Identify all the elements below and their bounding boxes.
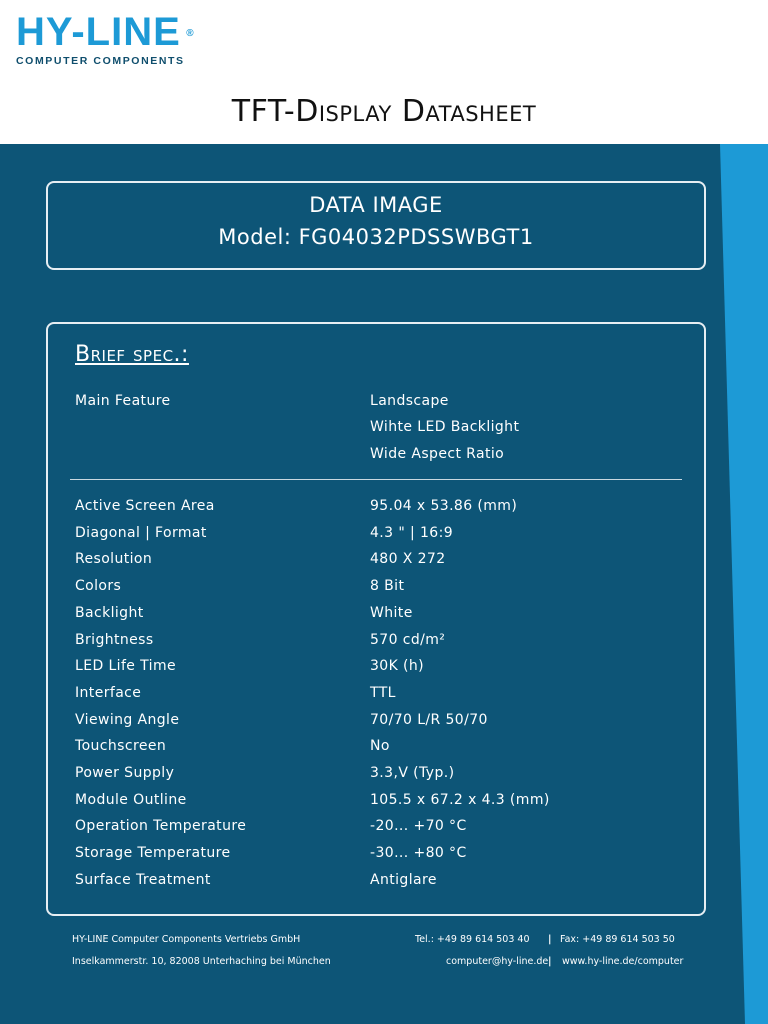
spec-value: No xyxy=(370,738,390,755)
spec-row xyxy=(75,525,695,545)
spec-label: Operation Temperature xyxy=(75,818,247,835)
spec-value: 8 Bit xyxy=(370,578,405,595)
spec-value: White xyxy=(370,604,413,621)
spec-label: Backlight xyxy=(75,604,144,621)
footer-fax: Fax: +49 89 614 503 50 xyxy=(560,934,675,945)
footer-website-link[interactable]: www.hy-line.de/computer xyxy=(562,956,684,967)
spec-value: 70/70 L/R 50/70 xyxy=(370,711,488,728)
spec-value: Wide Aspect Ratio xyxy=(370,446,505,462)
footer-address: Inselkammerstr. 10, 82008 Unterhaching bei München xyxy=(72,956,331,967)
footer-email[interactable]: computer@hy-line.de xyxy=(446,956,549,967)
spec-value: -20... +70 °C xyxy=(370,818,467,835)
spec-divider xyxy=(70,479,682,480)
model-box xyxy=(46,181,706,270)
spec-row xyxy=(75,551,695,571)
spec-row xyxy=(75,632,695,652)
logo-wordmark xyxy=(16,10,195,54)
spec-label: Diagonal | Format xyxy=(75,524,207,541)
document-title: TFT-Display Datasheet xyxy=(231,94,537,129)
spec-row-main-feature-2 xyxy=(75,419,695,439)
spec-value: TTL xyxy=(370,684,396,701)
spec-value: 30K (h) xyxy=(370,658,425,675)
hy-line-logo xyxy=(16,10,195,67)
registered-mark: ® xyxy=(186,28,195,39)
spec-row xyxy=(75,578,695,598)
data-image-label: DATA IMAGE xyxy=(309,193,443,217)
footer-separator: | xyxy=(548,956,552,967)
spec-value: -30... +80 °C xyxy=(370,845,467,862)
spec-row xyxy=(75,685,695,705)
footer-separator: | xyxy=(548,934,552,945)
spec-row xyxy=(75,792,695,812)
spec-value: 570 cd/m² xyxy=(370,631,446,648)
spec-label: Interface xyxy=(75,684,142,701)
footer-phone: Tel.: +49 89 614 503 40 xyxy=(415,934,530,945)
footer-company: HY-LINE Computer Components Vertriebs GmbH xyxy=(72,934,301,945)
spec-label: Surface Treatment xyxy=(75,871,211,888)
logo-tagline: COMPUTER COMPONENTS xyxy=(16,55,185,67)
spec-value: 480 X 272 xyxy=(370,551,446,568)
spec-row xyxy=(75,658,695,678)
spec-label: Active Screen Area xyxy=(75,498,215,514)
spec-row xyxy=(75,872,695,892)
spec-value: Wihte LED Backlight xyxy=(370,419,520,435)
spec-label: Main Feature xyxy=(75,393,171,409)
spec-row xyxy=(75,605,695,625)
spec-label: Viewing Angle xyxy=(75,711,180,728)
spec-label: Touchscreen xyxy=(75,738,167,755)
spec-row xyxy=(75,765,695,785)
spec-row xyxy=(75,738,695,758)
spec-label: Storage Temperature xyxy=(75,845,231,862)
spec-row xyxy=(75,845,695,865)
spec-label: Colors xyxy=(75,578,122,595)
spec-row xyxy=(75,818,695,838)
spec-value: 95.04 x 53.86 (mm) xyxy=(370,498,518,514)
model-name: Model: FG04032PDSSWBGT1 xyxy=(218,225,534,249)
spec-label: Module Outline xyxy=(75,791,187,808)
brief-spec-heading: Brief spec.: xyxy=(75,342,189,367)
logo-brand: HY-LINE xyxy=(16,10,181,54)
spec-value: Landscape xyxy=(370,393,449,409)
header xyxy=(0,0,768,144)
spec-value: 4.3 " | 16:9 xyxy=(370,524,454,541)
spec-label: Power Supply xyxy=(75,765,175,781)
spec-label: Resolution xyxy=(75,551,153,568)
spec-label: LED Life Time xyxy=(75,658,177,675)
spec-value: 3.3,V (Typ.) xyxy=(370,765,455,781)
spec-value: 105.5 x 67.2 x 4.3 (mm) xyxy=(370,791,550,808)
spec-row xyxy=(75,712,695,732)
spec-label: Brightness xyxy=(75,631,154,648)
spec-row-main-feature-3 xyxy=(75,446,695,466)
datasheet-panel xyxy=(0,144,768,1024)
spec-value: Antiglare xyxy=(370,871,437,888)
brief-spec-box xyxy=(46,322,706,916)
spec-row-main-feature xyxy=(75,393,695,413)
spec-row xyxy=(75,498,695,518)
